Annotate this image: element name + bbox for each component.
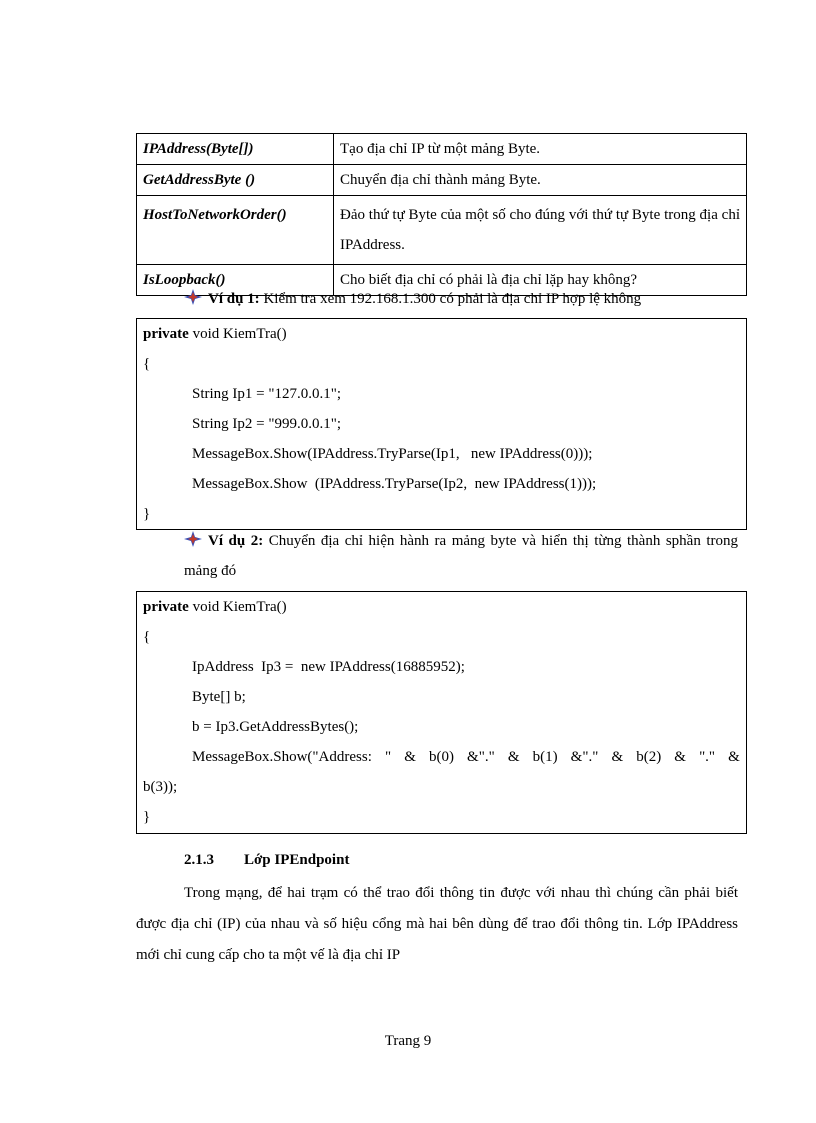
method-table [136,133,747,296]
code-line: b = Ip3.GetAddressBytes(); [192,719,359,735]
page-footer: Trang 9 [384,1033,432,1049]
code-line: MessageBox.Show (IPAddress.TryParse(Ip2, new IPAddress(1))); [192,476,597,492]
code-token: & [674,749,686,765]
code-line: } [143,809,151,825]
example-2 [184,526,738,586]
body-paragraph: Trong mạng, để hai trạm có thể trao đổi thông tin được với nhau thì chúng cần phải biết được địa chỉ (IP) của nhau và số hiệu cổng mà hai bên dùng để trao đổi thông tin. Lớp IPAddress mới chỉ cung cấp cho ta một vế là địa chỉ IP [136,885,738,963]
code-line: IpAddress Ip3 = new IPAddress(16885952); [192,659,465,675]
code-token: b(0) [428,749,454,765]
code-token: & [404,749,416,765]
code-line: b(3)); [143,779,178,795]
method-desc: Cho biết địa chỉ có phải là địa chỉ lặp hay không? [334,265,747,296]
code-text: void KiemTra() [188,599,287,615]
code-text: void KiemTra() [188,326,287,342]
method-desc: Tạo địa chỉ IP từ một mảng Byte. [334,134,747,165]
code-token: &"." [570,749,599,765]
code-token: b(2) [636,749,662,765]
table-row [137,196,747,265]
example-1 [184,284,738,314]
section-number: 2.1.3 [184,852,214,868]
example-label: Ví dụ 1: [208,291,260,307]
example-text: Chuyển địa chỉ hiện hành ra mảng byte và hiển thị từng thành sphần trong mảng đó [184,533,738,579]
code-line [143,592,740,622]
code-line: String Ip2 = "999.0.0.1"; [192,416,342,432]
code-block-1 [136,318,747,530]
section-title: Lớp IPEndpoint [244,852,350,868]
method-desc: Đảo thứ tự Byte của một số cho đúng với thứ tự Byte trong địa chỉ IPAddress. [334,196,747,265]
code-line: String Ip1 = "127.0.0.1"; [192,386,342,402]
code-token: MessageBox.Show("Address: [192,749,372,765]
method-name: HostToNetworkOrder() [137,196,334,265]
code-token: & [507,749,520,765]
code-token: &"." [467,749,495,765]
code-line: } [143,506,151,522]
code-token: "." [699,749,716,765]
section-heading [184,846,349,874]
example-text: Kiểm tra xem 192.168.1.300 có phải là địa chỉ IP hợp lệ không [259,291,642,307]
example-label: Ví dụ 2: [208,533,264,549]
code-keyword: private [143,599,189,615]
bullet-icon [184,531,202,547]
method-name: IsLoopback() [137,265,334,296]
code-token: " [384,749,392,765]
bullet-icon [184,289,202,305]
code-line: Byte[] b; [192,689,246,705]
method-name: GetAddressByte () [137,165,334,196]
code-line: { [143,629,151,645]
code-token: b(1) [532,749,558,765]
code-line [143,319,740,349]
table-row [137,134,747,165]
method-desc: Chuyển địa chỉ thành mảng Byte. [334,165,747,196]
code-line: MessageBox.Show(IPAddress.TryParse(Ip1, new IPAddress(0))); [192,446,593,462]
code-keyword: private [143,326,189,342]
code-token: & [611,749,624,765]
code-token: & [728,749,740,765]
table-row [137,165,747,196]
code-block-2 [136,591,747,834]
method-name: IPAddress(Byte[]) [137,134,334,165]
code-line [143,742,740,772]
code-line: { [143,356,151,372]
